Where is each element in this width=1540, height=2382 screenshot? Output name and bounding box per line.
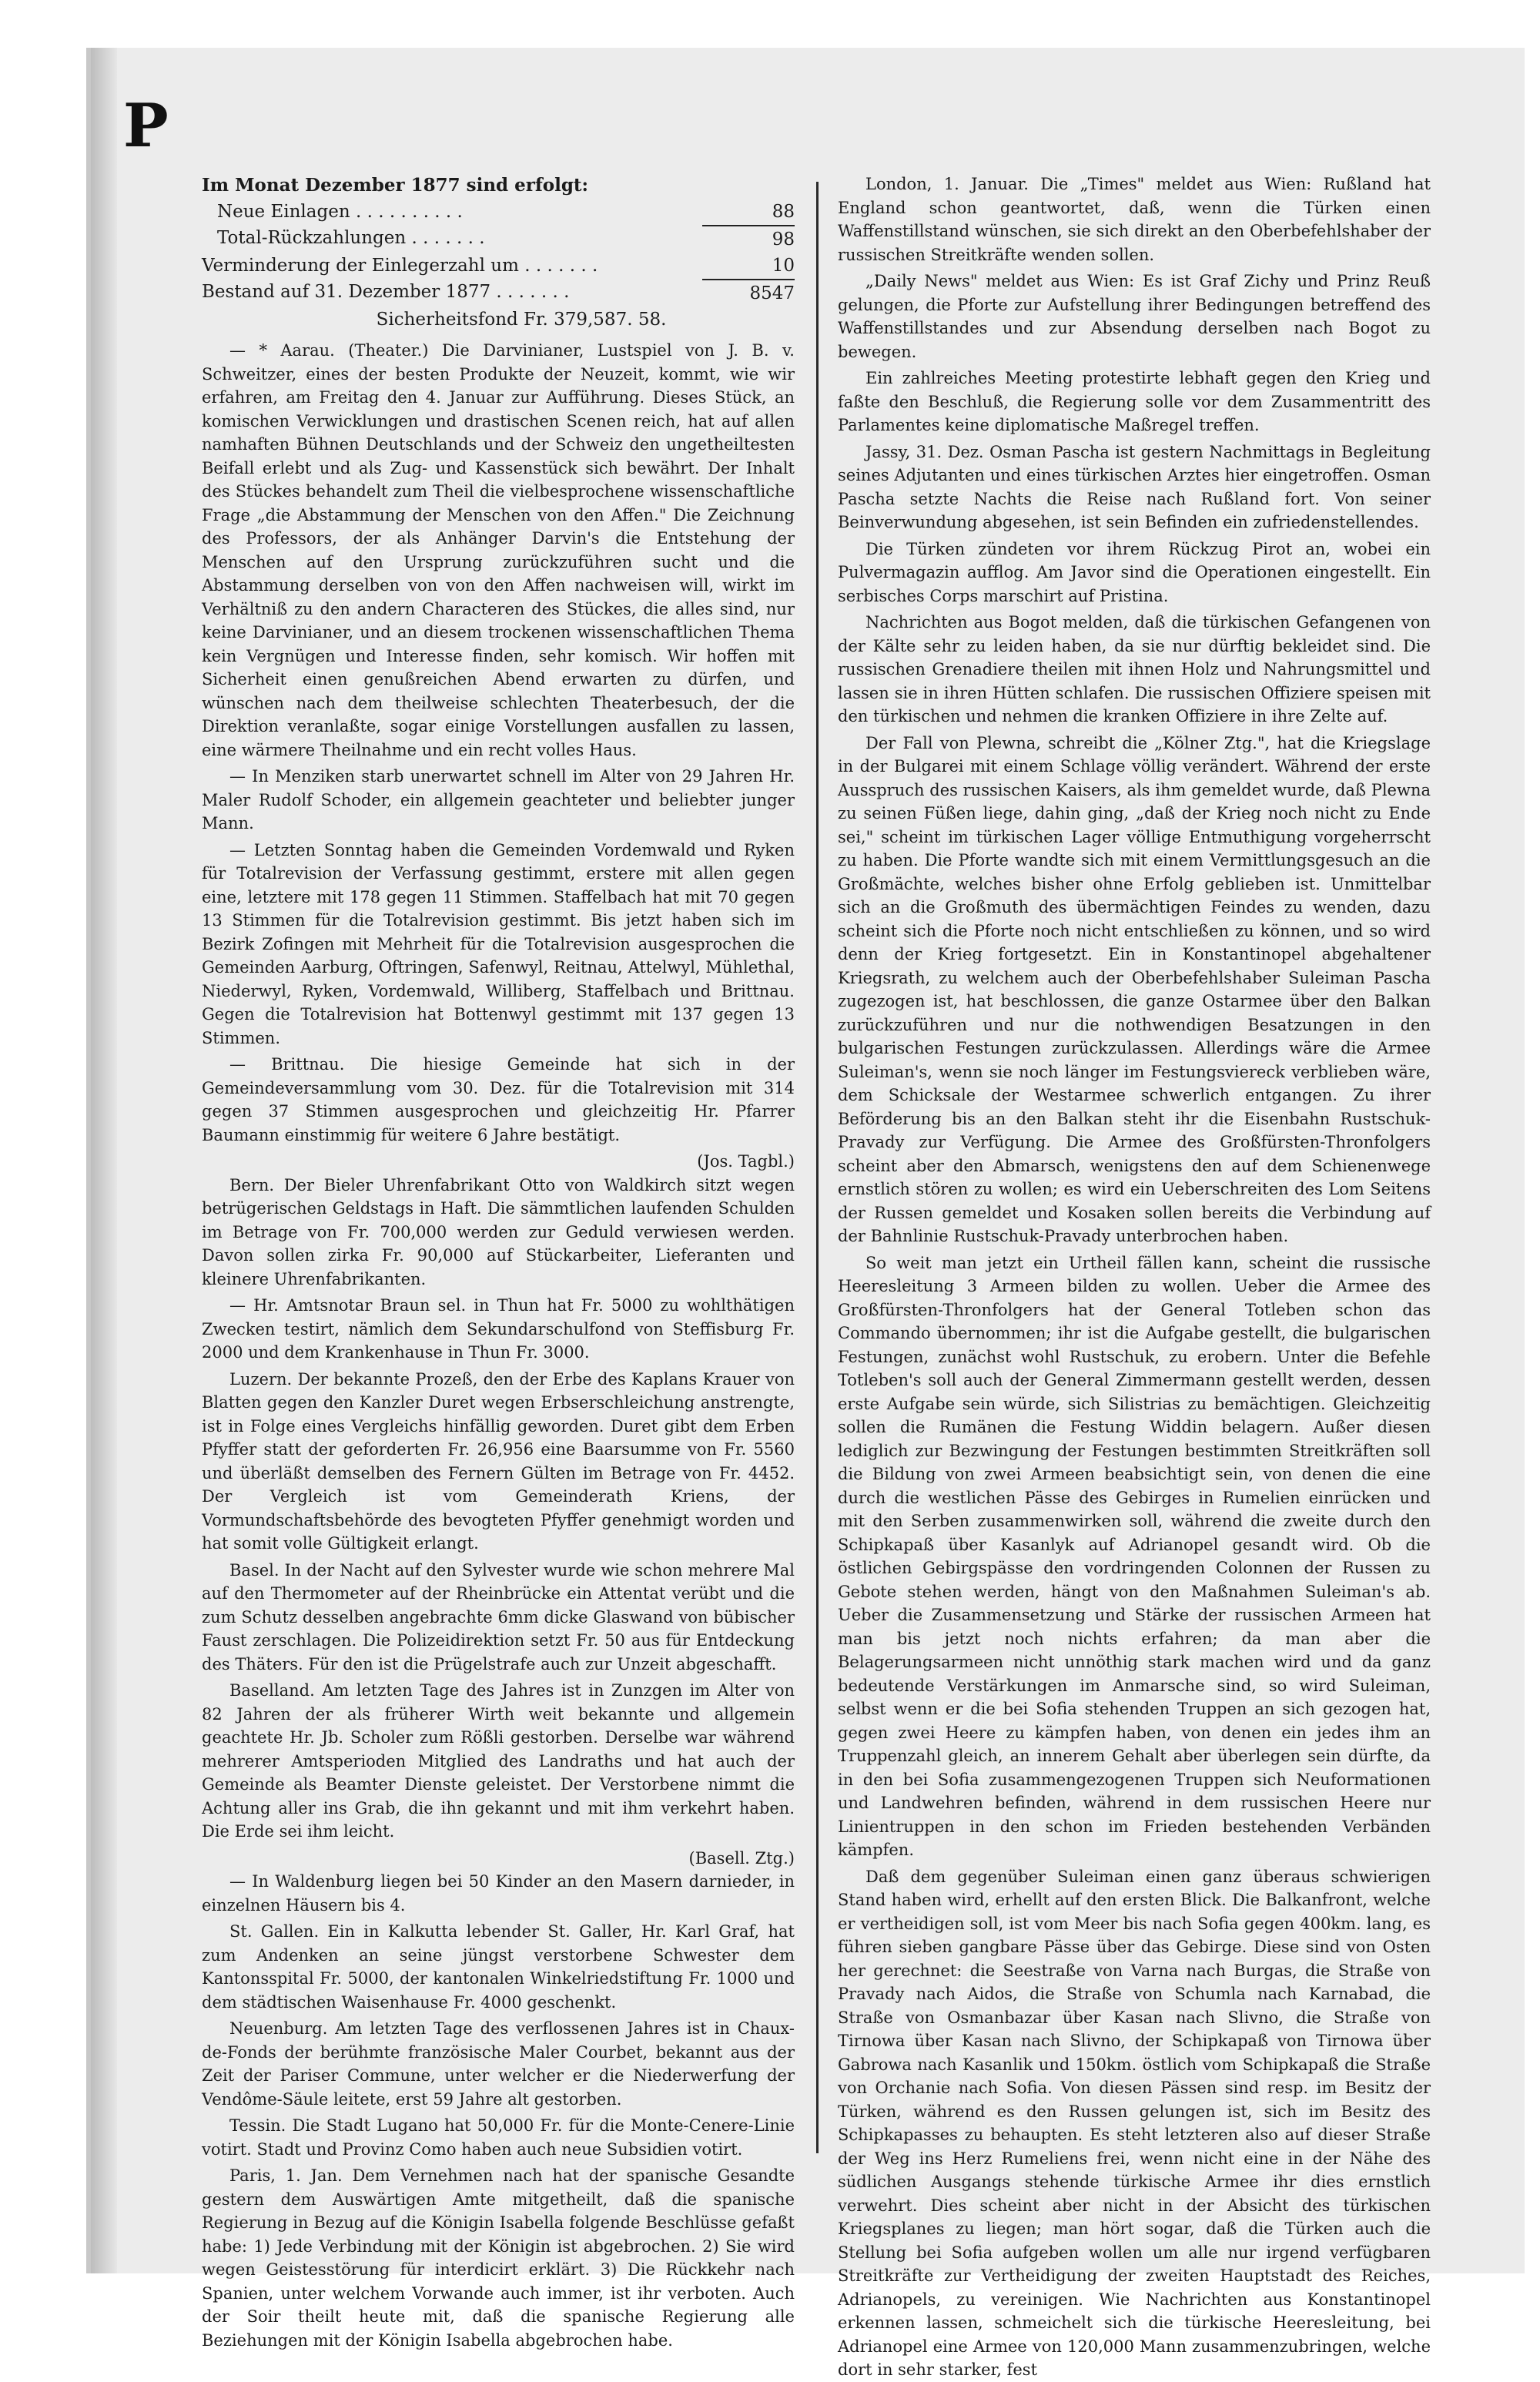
article-bern: Bern. Der Bieler Uhrenfabrikant Otto von Waldkirch sitzt wegen betrügerischen Geldstags in Haft. Die sämmtlichen laufenden Schulden im Betrage von Fr. 700,000 werden zur Geduld verwiesen werden. Davon sollen zirka Fr. 90,000 auf Stückarbeiter, Lieferanten und kleinere Uhrenfabrikanten.: [202, 1175, 795, 1288]
stat-value: 8547: [702, 279, 795, 307]
article-aarau-theater: — * Aarau. (Theater.) Die Darvinianer, Lustspiel von J. B. v. Schweitzer, eines der besten Produkte der Neuzeit, kommt, wie wir erfahren, am Freitag den 4. Januar zur Aufführung. Dieses Stück, an komischen Verwicklungen und drastischen Scenen reich, hat auf allen namhaften Bühnen Deutschlands und der Schweiz den ungetheiltesten Beifall erlebt und als Zug- und Kassenstück sich bewährt. Der Inhalt des Stückes behandelt zum Theil die vielbesprochene wissenschaftliche Frage „die Abstammung der Menschen von den Affen." Die Zeichnung des Professors, der als Anhänger Darvin's die Entstehung der Menschen auf den Ursprung zurückzuführen sucht und die Abstammung derselben von von den Affen nachweisen will, wirkt im Verhältniß zu den andern Characteren des Stückes, die alles sind, nur keine Darvinianer, und an diesem trockenen wissenschaftlichen Thema kein Vergnügen und Interesse finden, sehr komisch. Wir hoffen mit Sicherheit einen genußreichen Abend erwarten zu dürfen, und wünschen nach dem theilweise schlechten Theaterbesuch, der die Direktion veranlaßte, sogar einige Vorstellungen ausfallen zu lassen, eine wärmere Theilnahme und ein recht volles Haus.: [202, 341, 795, 759]
article-heeresleitung: So weit man jetzt ein Urtheil fällen kann, scheint die russische Heeresleitung 3 Armeen bilden zu wollen. Ueber die Armee des Großfürsten-Thronfolgers hat der General Totleben schon das Commando übernommen; ihr ist die Aufgabe gestellt, die bulgarischen Festungen, zunächst wohl Rustschuk, zu erobern. Unter die Befehle Totleben's soll auch der General Zimmermann gestellt werden, dessen erste Aufgabe sein würde, sich Silistrias zu bemächtigen. Gleichzeitig sollen die Rumänen die Festung Widdin belagern. Außer diesen lediglich zur Bezwingung der Festungen bestimmten Streitkräften soll die Bildung von zwei Armeen beabsichtigt sein, von denen die eine durch die westlichen Pässe des Gebirges in Rumelien einrücken und mit den Serben zusammenwirken soll, während die zweite durch den Schipkapaß über Kasanlyk auf Adrianopel gesandt wird. Ob die östlichen Gebirgspässe den vordringenden Colonnen der Russen zu Gebote stehen werden, hängt von den Maßnahmen Suleiman's ab. Ueber die Zusammensetzung und Stärke der russischen Armeen hat man bis jetzt noch nichts erfahren; da man aber die Belagerungsarmeen nicht unnöthig stark machen wird und da ganz bedeutende Verstärkungen im Anmarsche sind, so wird Suleiman, selbst wenn er die bei Sofia stehenden Truppen an sich gezogen hat, gegen zwei Heere zu kämpfen haben, von denen ein jedes ihm an Truppenzahl gleich, an innerem Gehalt aber überlegen sein dürfte, da in den bei Sofia zusammengezogenen Truppen sich Neuformationen und Landwehren befinden, während in dem russischen Heere nur Linientruppen in den schon im Frieden bestehenden Verbänden kämpfen.: [838, 1253, 1431, 1859]
article-st-gallen: St. Gallen. Ein in Kalkutta lebender St. Galler, Hr. Karl Graf, hat zum Andenken an seine jüngst verstorbene Schwester dem Kantonsspital Fr. 5000, der kantonalen Winkelriedstiftung Fr. 1000 und dem städtischen Waisenhause Fr. 4000 geschenkt.: [202, 1922, 795, 2012]
article-paris: Paris, 1. Jan. Dem Vernehmen nach hat der spanische Gesandte gestern dem Auswärtigen Amte mitgetheilt, daß die spanische Regierung in Bezug auf die Königin Isabella folgende Beschlüsse gefaßt habe: 1) Jede Verbindung mit der Königin ist abgebrochen. 2) Sie wird wegen Geistesstörung für interdicirt erklärt. 3) Die Rückkehr nach Spanien, unter welchem Vorwande auch immer, ist ihr verboten. Auch der Soir theilt heute mit, daß die spanische Regierung alle Beziehungen mit der Königin Isabella abgebrochen habe.: [202, 2166, 795, 2350]
stat-value: 10: [772, 256, 795, 276]
right-column: [838, 173, 1431, 2379]
statistics-title: Im Monat Dezember 1877 sind erfolgt:: [202, 175, 589, 196]
stat-row: [202, 225, 795, 253]
article-jassy: Jassy, 31. Dez. Osman Pascha ist gestern Nachmittags in Begleitung seines Adjutanten und eines türkischen Arztes hier eingetroffen. Osman Pascha setzte Nachts die Reise nach Rußland fort. Von seiner Beinverwundung abgesehen, ist sein Befinden ein zufriedenstellendes.: [838, 442, 1431, 531]
article-baselland: Baselland. Am letzten Tage des Jahres ist in Zunzgen im Alter von 82 Jahren der als früherer Wirth weit bekannte und allgemein geachtete Hr. Jb. Scholer zum Rößli gestorben. Derselbe war während mehrerer Amtsperioden Mitglied des Landraths und hat auch der Gemeinde als Beamter Dienste geleistet. Der Verstorbene nimmt die Achtung aller ins Grab, die ihn gekannt und mit ihm verkehrt haben. Die Erde sei ihm leicht.: [202, 1681, 795, 1841]
article-luzern: Luzern. Der bekannte Prozeß, den der Erbe des Kaplans Krauer von Blatten gegen den Kanzler Duret wegen Erbserschleichung anstrengte, ist in Folge eines Vergleichs hinfällig geworden. Duret gibt dem Erben Pfyffer statt der geforderten Fr. 26,956 eine Baarsumme von Fr. 5560 und überläßt demselben des Fernern Gülten im Betrage von Fr. 4452. Der Vergleich ist vom Gemeinderath Kriens, der Vormundschaftsbehörde des bevogteten Pfyffer genehmigt worden und hat somit volle Gültigkeit erlangt.: [202, 1369, 795, 1553]
article-bogot: Nachrichten aus Bogot melden, daß die türkischen Gefangenen von der Kälte sehr zu leiden haben, da sie nur dürftig bekleidet sind. Die russischen Grenadiere theilen mit ihnen Holz und Nahrungsmittel und lassen sie in ihren Hütten schlafen. Die russischen Offiziere speisen mit den türkischen und nehmen die kranken Offiziere in ihre Zelte auf.: [838, 613, 1431, 725]
source-credit: (Jos. Tagbl.): [697, 1152, 795, 1171]
stat-row: [202, 279, 795, 307]
article-daily-news: „Daily News" meldet aus Wien: Es ist Graf Zichy und Prinz Reuß gelungen, die Pforte zur Aufstellung ihrer Bedingungen betreffend des Waffenstillstandes und zur Absendung derselben nach Bogot zu bewegen.: [838, 272, 1431, 361]
stat-value: 88: [772, 202, 795, 222]
article-menziken: — In Menziken starb unerwartet schnell im Alter von 29 Jahren Hr. Maler Rudolf Schoder, ein allgemein geachteter und beliebter junger Mann.: [202, 767, 795, 833]
left-column: [202, 173, 795, 2350]
article-neuenburg: Neuenburg. Am letzten Tage des verflossenen Jahres ist in Chaux-de-Fonds der berühmte französische Maler Courbet, bekannt aus der Zeit der Pariser Commune, unter welcher er die Niederwerfung der Vendôme-Säule leitete, erst 59 Jahre alt gestorben.: [202, 2019, 795, 2109]
article-waldenburg: — In Waldenburg liegen bei 50 Kinder an den Masern darnieder, in einzelnen Häusern bis 4.: [202, 1872, 795, 1915]
article-suleiman: Daß dem gegenüber Suleiman einen ganz überaus schwierigen Stand haben wird, erhellt auf den ersten Blick. Die Balkanfront, welche er vertheidigen soll, ist vom Meer bis nach Sofia gegen 400km. lang, es führen sieben gangbare Pässe über das Gebirge. Diese sind von Osten her gerechnet: die Seestraße von Varna nach Burgas, die Straße von Pravady nach Aidos, die Straße von Schumla nach Karnabad, die Straße von Osmanbazar über Kasan nach Slivno, die Straße von Tirnowa über Kasan nach Slivno, der Schipkapaß von Tirnowa über Gabrowa nach Kasanlik und 150km. östlich vom Schipkapaß die Straße von Orchanie nach Sofia. Von diesen Pässen sind resp. im Besitz der Türken, während es den Russen gelungen ist, sich im Besitz des Schipkapasses zu behaupten. Es steht letzteren also auf dieser Straße der Weg ins Herz Rumeliens frei, wenn nicht eine in der Nähe des südlichen Ausgangs stehende türkische Armee ihr dies ernstlich verwehrt. Dies scheint aber nicht in der Absicht des türkischen Kriegsplanes zu liegen; man hört sogar, daß die Türken auch die Stellung bei Sofia aufgeben wollen um alle nur irgend verfügbaren Streitkräfte zur Vertheidigung der zweiten Hauptstadt des Reiches, Adrianopels, zu vereinigen. Wie Nachrichten aus Konstantinopel erkennen lassen, schmeichelt sich die türkische Heeresleitung, bei Adrianopel eine Armee von 120,000 Mann zusammenzubringen, welche dort in sehr starker, fest: [838, 1867, 1431, 2379]
source-credit: (Basell. Ztg.): [688, 1848, 795, 1868]
article-thun: — Hr. Amtsnotar Braun sel. in Thun hat Fr. 5000 zu wohlthätigen Zwecken testirt, nämlich dem Sekundarschulfond von Steffisburg Fr. 2000 und dem Krankenhause in Thun Fr. 3000.: [202, 1296, 795, 1362]
article-brittnau: — Brittnau. Die hiesige Gemeinde hat sich in der Gemeindeversammlung vom 30. Dez. für die Totalrevision mit 314 gegen 37 Stimmen ausgesprochen und gleichzeitig Hr. Pfarrer Baumann einstimmig für weitere 6 Jahre bestätigt.: [202, 1055, 795, 1144]
article-meeting: Ein zahlreiches Meeting protestirte lebhaft gegen den Krieg und faßte den Beschluß, die Regierung solle vor dem Zusammentritt des Parlamentes keine diplomatische Maßregel treffen.: [838, 369, 1431, 434]
stat-label: Verminderung der Einlegerzahl um . . . . . . .: [202, 256, 598, 276]
column-divider: [816, 182, 819, 2153]
article-plewna: Der Fall von Plewna, schreibt die „Kölner Ztg.", hat die Kriegslage in der Bulgarei mit einem Schlage völlig verändert. Während der erste Ausspruch des russischen Kaisers, als ihm gemeldet wurde, daß Plewna zu seinen Füßen liege, dahin ging, „daß der Krieg noch nicht zu Ende sei," scheint im türkischen Lager völlige Entmuthigung vorgeherrscht zu haben. Die Pforte wandte sich mit einem Vermittlungsgesuch an die Großmächte, welches bisher ohne Erfolg geblieben ist. Unmittelbar sich an die Großmuth des übermächtigen Feindes zu wenden, dazu scheint sich die Pforte noch nicht entschließen zu können, und so wird denn der Krieg fortgesetzt. Ein in Konstantinopel abgehaltener Kriegsrath, zu welchem auch der Oberbefehlshaber Suleiman Pascha zugezogen ist, hat beschlossen, die ganze Ostarmee über den Balkan zurückzuführen und nur die nothwendigen Besatzungen in den bulgarischen Festungen zurückzulassen. Allerdings wäre die Armee Suleiman's, wenn sie noch länger im Festungsviereck verblieben wäre, dem Schicksale der Westarmee schwerlich entgangen. Zu ihrer Beförderung bis an den Balkan steht ihr die Eisenbahn Rustschuk-Pravady zur Verfügung. Die Armee des Großfürsten-Thronfolgers scheint aber den Abmarsch, wenigstens den auf dem Schienenwege ernstlich stören zu wollen; es wird ein Ueberschreiten des Lom Seitens der Russen gemeldet und Kosaken sollen bereits die Verbindung auf der Bahnlinie Rustschuk-Pravady unterbrochen haben.: [838, 733, 1431, 1245]
stat-label: Total-Rückzahlungen . . . . . . .: [217, 228, 485, 248]
stat-label: Neue Einlagen . . . . . . . . . .: [217, 202, 463, 222]
masthead-fragment: P: [123, 91, 170, 161]
article-london: London, 1. Januar. Die „Times" meldet aus Wien: Rußland hat England schon geantwortet, daß, wenn die Türken einen Waffenstillstand wünschen, sie sich direkt an den Oberbefehlshaber der russischen Streitkräfte wenden sollen.: [838, 175, 1431, 264]
security-fund: Sicherheitsfond Fr. 379,587. 58.: [376, 310, 667, 330]
stat-row: [202, 199, 795, 225]
stat-row: [202, 253, 795, 279]
article-totalrevision: — Letzten Sonntag haben die Gemeinden Vordemwald und Ryken für Totalrevision der Verfassung gestimmt, erstere mit allen gegen eine, letztere mit 178 gegen 11 Stimmen. Staffelbach hat mit 70 gegen 13 Stimmen für die Totalrevision gestimmt. Bis jetzt haben sich im Bezirk Zofingen mit Mehrheit für die Totalrevision ausgesprochen die Gemeinden Aarburg, Oftringen, Safenwyl, Reitnau, Attelwyl, Mühlethal, Niederwyl, Ryken, Vordemwald, Williberg, Staffelbach und Brittnau. Gegen die Totalrevision hat Bottenwyl gestimmt mit 137 gegen 13 Stimmen.: [202, 840, 795, 1047]
article-basel: Basel. In der Nacht auf den Sylvester wurde wie schon mehrere Mal auf den Thermometer auf der Rheinbrücke ein Attentat verübt und die zum Schutz desselben angebrachte 6mm dicke Glaswand von bübischer Faust zerschlagen. Die Polizeidirektion setzt Fr. 50 aus für Entdeckung des Thäters. Für den ist die Prügelstrafe auch zur Unzeit abgeschafft.: [202, 1560, 795, 1673]
article-tessin: Tessin. Die Stadt Lugano hat 50,000 Fr. für die Monte-Cenere-Linie votirt. Stadt und Provinz Como haben auch neue Subsidien votirt.: [202, 2116, 795, 2159]
stat-value: 98: [702, 225, 795, 253]
stat-label: Bestand auf 31. Dezember 1877 . . . . . . .: [202, 282, 570, 302]
article-pirot: Die Türken zündeten vor ihrem Rückzug Pirot an, wobei ein Pulvermagazin aufflog. Am Javor sind die Operationen eingestellt. Ein serbisches Corps marschirt auf Pristina.: [838, 539, 1431, 605]
page-binding-edge: [91, 48, 117, 2273]
savings-statistics: [202, 173, 795, 333]
